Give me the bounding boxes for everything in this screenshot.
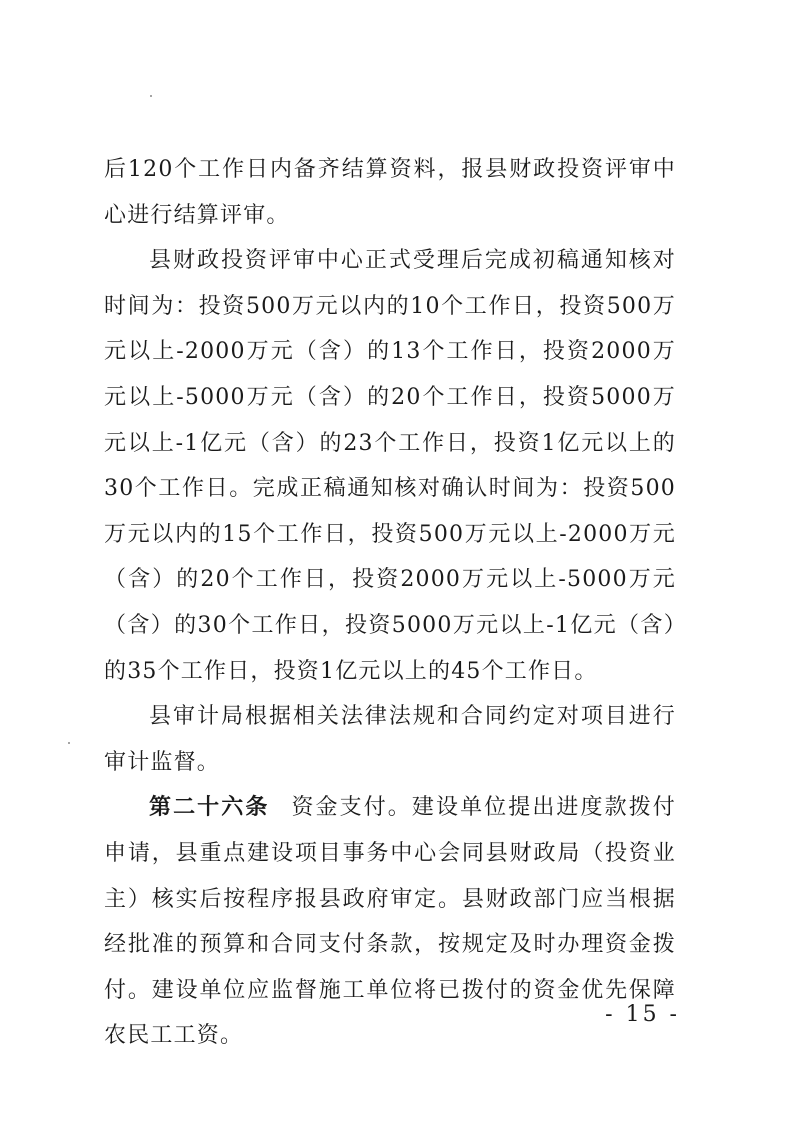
page-number: - 15 - [605, 1002, 680, 1027]
scan-speck [68, 742, 70, 744]
paragraph-review-timeline: 县财政投资评审中心正式受理后完成初稿通知核对时间为：投资500万元以内的10个工作日，投资500万元以上-2000万元（含）的13个工作日，投资2000万元以上-5000万元（含）的20个工作日，投资5000万元以上-1亿元（含）的23个工作日，投资1亿元以上的30个工作日。完成正稿通知核对确认时间为：投资500万元以内的15个工作日，投资500万元以上-2000万元（含）的20个工作日，投资2000万元以上-5000万元（含）的30个工作日，投资5000万元以上-1亿元（含）的35个工作日，投资1亿元以上的45个工作日。 [104, 248, 676, 684]
article-heading: 第二十六条 [149, 795, 270, 821]
paragraph-audit-supervision: 县审计局根据相关法律法规和合同约定对项目进行审计监督。 [104, 704, 676, 775]
paragraph-settlement-materials: 后120个工作日内备齐结算资料，报县财政投资评审中心进行结算评审。 [104, 157, 676, 228]
article-text: 资金支付。建设单位提出进度款拨付申请，县重点建设项目事务中心会同县财政局（投资业主）核实后按程序报县政府审定。县财政部门应当根据经批准的预算和合同支付条款，按规定及时办理资金拨付。建设单位应监督施工单位将已拨付的资金优先保障农民工工资。 [104, 795, 676, 1049]
article-26-paragraph [104, 785, 676, 1059]
scan-speck [150, 95, 152, 97]
document-body [104, 147, 676, 1059]
